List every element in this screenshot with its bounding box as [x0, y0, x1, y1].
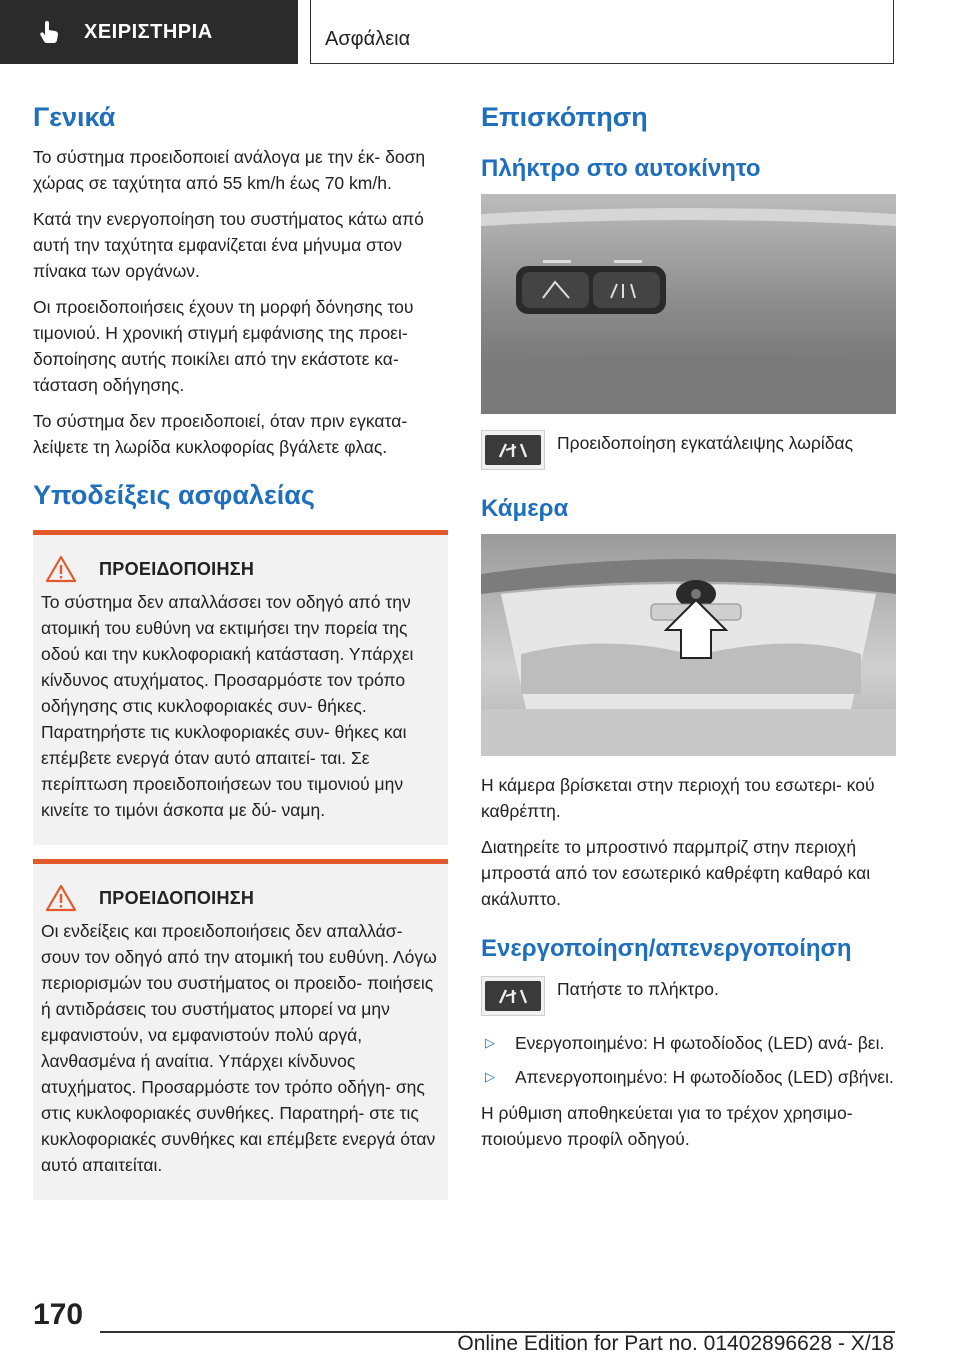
camera-location-photo — [481, 534, 896, 756]
heading-activation: Ενεργοποίηση/απενεργοποίηση — [481, 935, 852, 962]
button-caption: Προειδοποίηση εγκατάλειψης λωρίδας — [557, 433, 854, 453]
warning-title: ΠΡΟΕΙΔΟΠΟΙΗΣΗ — [99, 887, 255, 908]
heading-button-in-car: Πλήκτρο στο αυτοκίνητο — [481, 155, 761, 182]
warning-box-1 — [33, 530, 448, 845]
camera-paragraph-1: Η κάμερα βρίσκεται στην περιοχή του εσωτερι- κού καθρέπτη. — [481, 775, 875, 821]
general-paragraph-3: Οι προειδοποιήσεις έχουν τη μορφή δόνησης του τιμονιού. Η χρονική στιγμή εμφάνισης της προει- δοποίησης αυτής ποικίλει από την εκάστοτε κα- τάσταση οδήγησης. — [33, 297, 414, 395]
bullet-triangle-icon: ▷ — [485, 1035, 495, 1050]
general-paragraph-2: Κατά την ενεργοποίηση του συστήματος κάτω από αυτή την ταχύτητα εμφανίζεται ένα μήνυμα στον πίνακα των οργάνων. — [33, 209, 424, 281]
heading-camera: Κάμερα — [481, 495, 569, 522]
list-item-text: Ενεργοποιημένο: Η φωτοδίοδος (LED) ανά- βει. — [515, 1033, 885, 1053]
warning-title: ΠΡΟΕΙΔΟΠΟΙΗΣΗ — [99, 558, 255, 579]
camera-paragraph-2: Διατηρείτε το μπροστινό παρμπρίζ στην περιοχή μπροστά από τον εσωτερικό καθρέφτη καθαρό και ακάλυπτο. — [481, 837, 871, 909]
warning-triangle-icon — [45, 884, 77, 912]
right-column — [481, 100, 896, 1162]
lane-departure-icon — [496, 987, 530, 1005]
button-panel-photo — [481, 194, 896, 414]
general-paragraph-4: Το σύστημα δεν προειδοποιεί, όταν πριν εγκατα- λείψετε τη λωρίδα κυκλοφορίας βγάλετε φλας. — [33, 411, 408, 457]
warning-text: Το σύστημα δεν απαλλάσσει τον οδηγό από την ατομική του ευθύνη να εκτιμήσει την πορεία της οδού και την κυκλοφοριακή κατάσταση. Υπάρχει κίνδυνος ατυχήματος. Προσαρμόστε τον τρόπο οδήγησης στις κυκλοφοριακές συν- θήκες. Παρατηρήστε τις κυκλοφοριακές συν- θήκες και επέμβετε ενεργά όταν αυτό απαιτεί- ται. Σε περίπτωση προειδοποιήσεων του τιμονιού μην κινείτε το τιμόνι άσκοπα με δύ- ναμη. — [41, 592, 414, 820]
section-header — [310, 0, 894, 64]
heading-overview: Επισκόπηση — [481, 102, 648, 132]
press-button-text: Πατήστε το πλήκτρο. — [557, 979, 719, 999]
list-item — [481, 1064, 896, 1090]
lane-departure-icon — [496, 441, 530, 459]
chapter-tab-label: ΧΕΙΡΙΣΤΗΡΙΑ — [84, 20, 213, 43]
heading-general: Γενικά — [33, 102, 116, 132]
heading-safety: Υποδείξεις ασφαλείας — [33, 480, 315, 510]
edition-note: Online Edition for Part no. 01402896628 - X/18 — [457, 1332, 894, 1355]
lane-warning-button[interactable] — [481, 976, 545, 1016]
warning-box-2 — [33, 859, 448, 1200]
warning-text: Οι ενδείξεις και προειδοποιήσεις δεν απαλλάσ- σουν τον οδηγό από την ατομική του ευθύνη. Λόγω περιορισμών του συστήματος οι προειδο- ποιήσεις ή αντιδράσεις του συστήματος μπορεί να μην εμφανιστούν, να εμφανιστούν πολύ αργά, λανθασμένα ή αναίτια. Υπάρχει κίνδυνος ατυχήματος. Προσαρμόστε τον τρόπο οδήγη- σης στις κυκλοφοριακές συνθήκες. Παρατηρή- στε τις κυκλοφοριακές συνθήκες και επέμβετε ενεργά όταν αυτό απαιτείται. — [41, 921, 437, 1175]
lane-warning-button[interactable] — [481, 430, 545, 470]
bullet-triangle-icon: ▷ — [485, 1069, 495, 1084]
chapter-tab[interactable] — [0, 0, 298, 64]
warning-triangle-icon — [45, 555, 77, 583]
status-list — [481, 1030, 896, 1090]
list-item-text: Απενεργοποιημένο: Η φωτοδίοδος (LED) σβήνει. — [515, 1067, 894, 1087]
page-number: 170 — [33, 1298, 84, 1331]
hand-pointer-icon — [36, 18, 64, 46]
profile-paragraph: Η ρύθμιση αποθηκεύεται για το τρέχον χρησιμο- ποιούμενο προφίλ οδηγού. — [481, 1103, 853, 1149]
press-button-row — [481, 976, 896, 1016]
lane-warning-button-row — [481, 430, 896, 470]
section-title: Ασφάλεια — [325, 28, 411, 50]
left-column — [33, 100, 448, 1214]
list-item — [481, 1030, 896, 1056]
general-paragraph-1: Το σύστημα προειδοποιεί ανάλογα με την έκ- δοση χώρας σε ταχύτητα από 55 km/h έως 70 km/h. — [33, 147, 426, 193]
